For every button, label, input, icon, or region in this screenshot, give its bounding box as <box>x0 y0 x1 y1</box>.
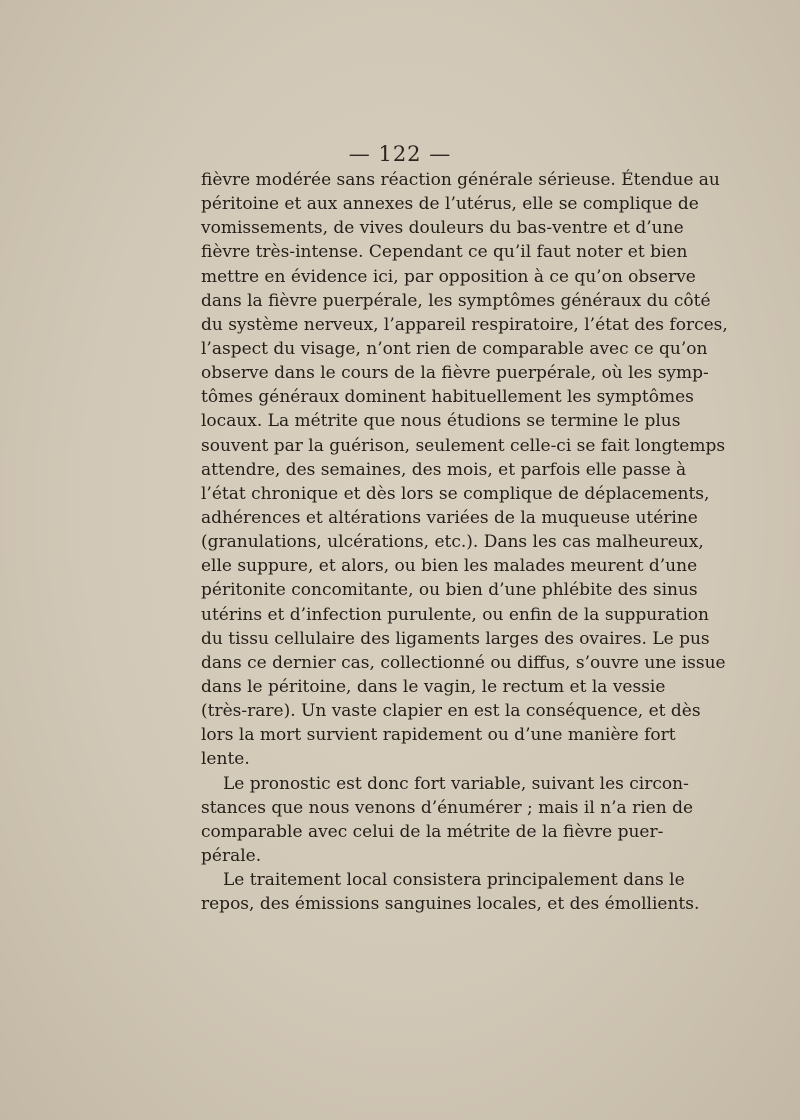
text-line: (très-rare). Un vaste clapier en est la conséquence, et dès <box>201 701 701 722</box>
text-line: du tissu cellulaire des ligaments larges des ovaires. Le pus <box>201 628 710 649</box>
text-line: du système nerveux, l’appareil respiratoire, l’état des forces, <box>201 314 728 335</box>
text-line: adhérences et altérations variées de la muqueuse utérine <box>201 507 698 528</box>
text-line: fièvre modérée sans réaction générale sérieuse. Étendue au <box>201 170 720 190</box>
text-line: dans la fièvre puerpérale, les symptômes généraux du côté <box>201 290 711 311</box>
text-line: fièvre très-intense. Cependant ce qu’il faut noter et bien <box>201 242 688 263</box>
text-line: lors la mort survient rapidement ou d’une manière fort <box>201 725 676 746</box>
text-line: péritoine et aux annexes de l’utérus, elle se complique de <box>201 194 699 215</box>
text-line: dans ce dernier cas, collectionné ou diffus, s’ouvre une issue <box>201 652 726 673</box>
text-line: mettre en évidence ici, par opposition à ce qu’on observe <box>201 266 696 287</box>
body-text <box>201 168 728 916</box>
text-line: utérins et d’infection purulente, ou enfin de la suppuration <box>201 604 709 625</box>
text-line: pérale. <box>201 845 262 866</box>
text-line: comparable avec celui de la métrite de la fièvre puer- <box>201 821 664 842</box>
text-line: péritonite concomitante, ou bien d’une phlébite des sinus <box>201 580 698 601</box>
text-line: attendre, des semaines, des mois, et parfois elle passe à <box>201 459 687 480</box>
text-line: stances que nous venons d’énumérer ; mais il n’a rien de <box>201 797 694 818</box>
text-line: repos, des émissions sanguines locales, et des émollients. <box>201 894 700 915</box>
text-line: lente. <box>201 749 250 770</box>
text-line: l’état chronique et dès lors se complique de déplacements, <box>201 483 710 504</box>
text-line: (granulations, ulcérations, etc.). Dans les cas malheureux, <box>201 532 704 553</box>
text-line: tômes généraux dominent habituellement les symptômes <box>201 387 694 408</box>
page-number: — 122 — <box>348 142 452 166</box>
text-line: vomissements, de vives douleurs du bas-ventre et d’une <box>201 218 684 239</box>
text-line: observe dans le cours de la fièvre puerpérale, où les symp- <box>201 363 709 384</box>
text-line: locaux. La métrite que nous étudions se termine le plus <box>201 411 681 432</box>
text-line: l’aspect du visage, n’ont rien de comparable avec ce qu’on <box>201 338 708 359</box>
text-line: dans le péritoine, dans le vagin, le rectum et la vessie <box>201 676 666 697</box>
text-line: souvent par la guérison, seulement celle-ci se fait longtemps <box>201 435 726 456</box>
text-line: elle suppure, et alors, ou bien les malades meurent d’une <box>201 556 698 577</box>
text-line: Le traitement local consistera principalement dans le <box>223 870 685 891</box>
text-line: Le pronostic est donc fort variable, suivant les circon- <box>223 773 689 794</box>
